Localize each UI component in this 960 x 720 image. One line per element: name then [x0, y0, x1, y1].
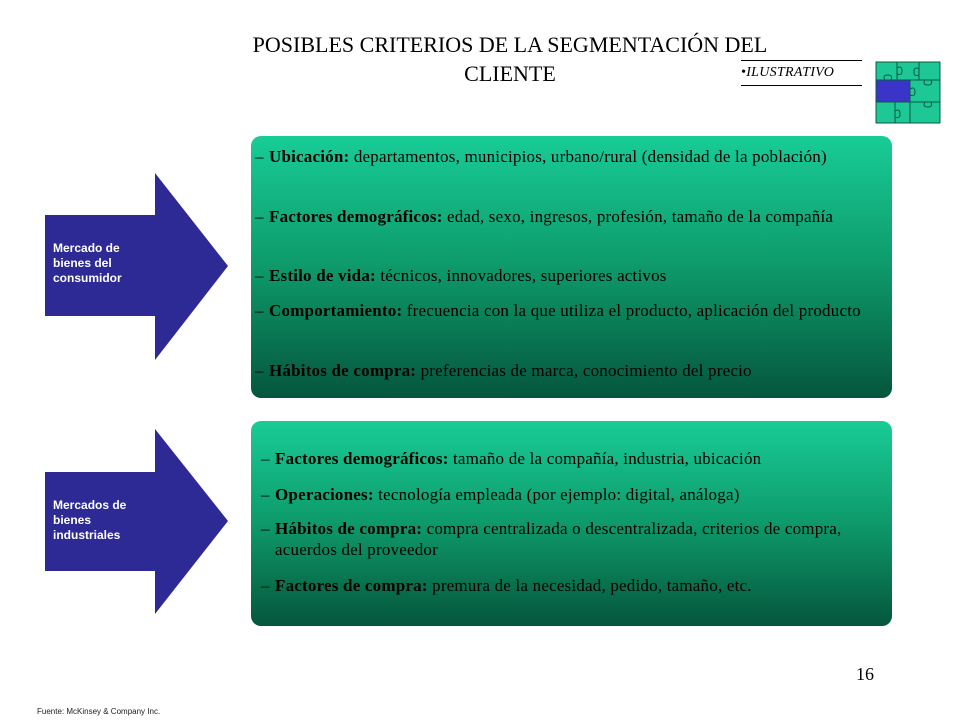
criteria-item: – Estilo de vida: técnicos, innovadores, superiores activos [255, 266, 667, 285]
criteria-item: – Factores demográficos: tamaño de la compañía, industria, ubicación [261, 449, 762, 468]
criteria-item: – Hábitos de compra: preferencias de marca, conocimiento del precio [255, 361, 752, 380]
criteria-item: – Factores de compra: premura de la necesidad, pedido, tamaño, etc. [261, 576, 752, 595]
puzzle-icon [875, 61, 941, 124]
industrial-criteria-box [251, 421, 892, 626]
slide-title [200, 30, 820, 88]
illustrative-tag: •ILUSTRATIVO [741, 60, 862, 86]
criteria-item: – Comportamiento: frecuencia con la que utiliza el producto, aplicación del producto [255, 301, 861, 320]
page-number: 16 [856, 664, 874, 684]
industrial-market-label: Mercados de bienes industriales [53, 498, 127, 542]
consumer-market-label: Mercado de bienes del consumidor [53, 241, 122, 285]
slide-title-line2: CLIENTE [464, 61, 556, 86]
slide-title-line1: POSIBLES CRITERIOS DE LA SEGMENTACIÓN DEL [252, 32, 768, 57]
criteria-item: – Operaciones: tecnología empleada (por ejemplo: digital, análoga) [261, 485, 740, 504]
consumer-criteria-box [251, 136, 892, 398]
criteria-item: – Hábitos de compra: compra centralizada o descentralizada, criterios de compra, acuerdos del proveedor [261, 519, 842, 559]
criteria-item: – Factores demográficos: edad, sexo, ingresos, profesión, tamaño de la compañía [255, 207, 834, 226]
source-note: Fuente: McKinsey & Company Inc. [37, 707, 161, 716]
criteria-item: – Ubicación: departamentos, municipios, urbano/rural (densidad de la población) [255, 147, 827, 166]
